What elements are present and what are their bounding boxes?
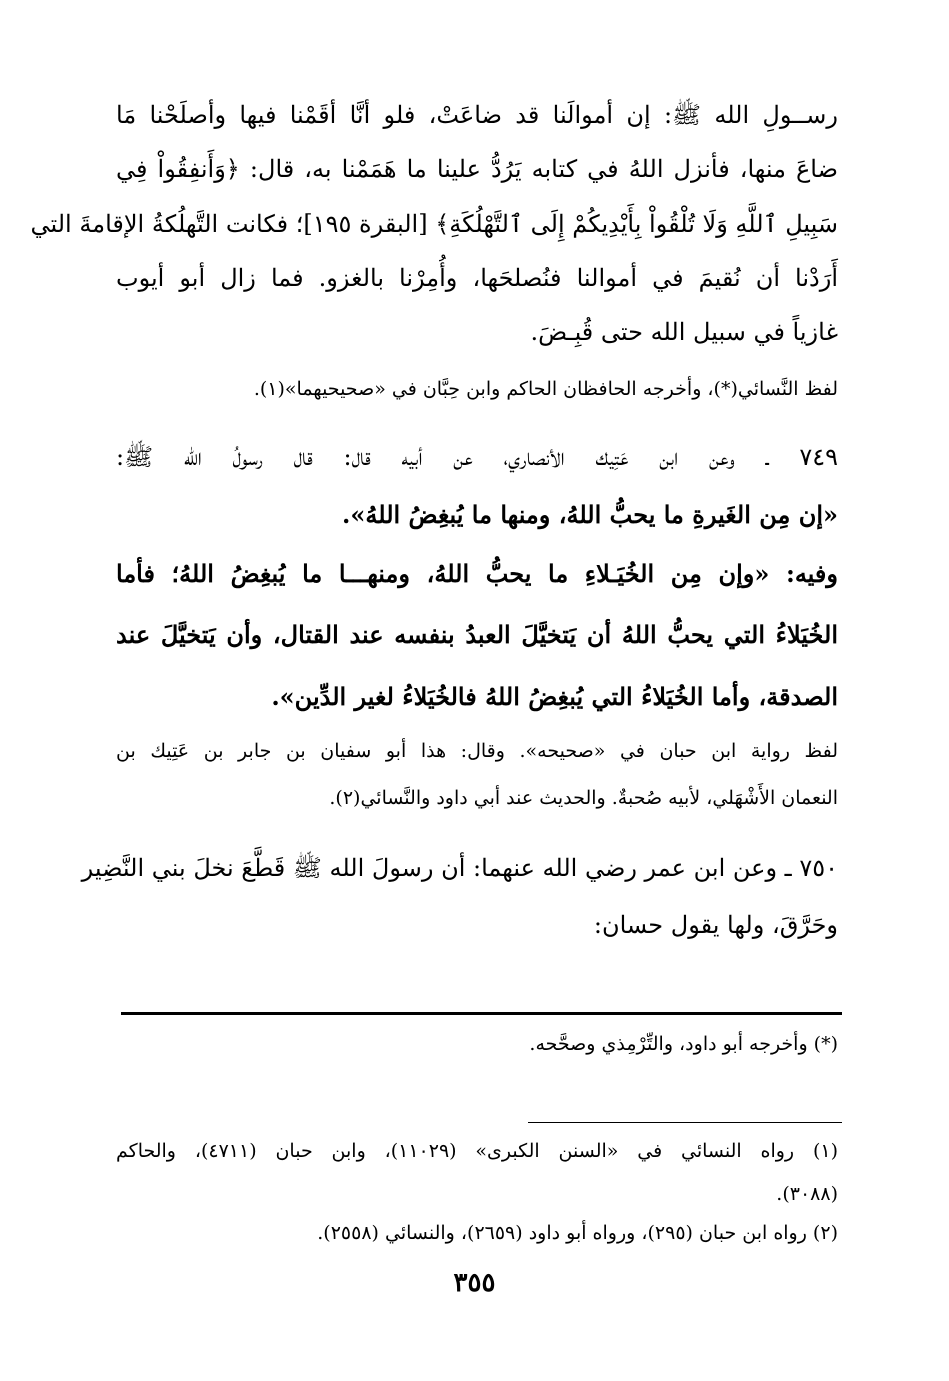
hadith-749-text: الخُيَلاءُ التي يحبُّ اللهُ أن يَتخيَّلَ العبدُ بنفسه عند القتال، وأن يَتخيَّلَ عند [116, 620, 838, 649]
footnote-divider [121, 1012, 842, 1015]
source-note: النعمان الأَشْهَلي، لأبيه صُحبةٌ. والحديث عند أبي داود والنَّسائي(٢). [329, 787, 838, 809]
footnote: (٢) رواه ابن حبان (٢٩٥)، ورواه أبو داود (٢٦٥٩)، والنسائي (٢٥٥٨). [317, 1222, 838, 1244]
hadith-749-text: وفيه: «وإن مِن الخُيَـلاءِ ما يحبُّ اللهُ، ومنهـــا ما يُبغِضُ اللهُ؛ فأما [116, 559, 838, 588]
hadith-749-text: «إن مِن الغَيرةِ ما يحبُّ اللهُ، ومنها ما يُبغِضُ اللهُ». [342, 500, 838, 529]
paragraph-line: سَبِيلِ ٱللَّهِ وَلَا تُلْقُواْ بِأَيْدِيكُمْ إِلَى ٱلتَّهْلُكَةِ﴾ [البقرة ١٩٥]؛ فكانت التَّهلُكةُ الإقامةَ التي [30, 210, 838, 238]
hadith-750-heading: ٧٥٠ ـ وعن ابن عمر رضي الله عنهما: أن رسولَ الله ﷺ قَطَّعَ نخلَ بني النَّضِير [81, 854, 838, 882]
footnote: (٣٠٨٨). [776, 1183, 838, 1205]
star-footnote: (*) وأخرجه أبو داود، والتِّرْمِذي وصحَّحه. [529, 1033, 838, 1055]
footnote-divider-short [528, 1122, 842, 1123]
paragraph-line: رســولِ الله ﷺ: إن أموالَنا قد ضاعَتْ، فلو أنَّا أقَمْنا فيها وأصلَحْنا مَا [116, 101, 838, 129]
source-note: لفظ النَّسائي(*)، وأخرجه الحافظان الحاكم وابن حِبَّان في «صحيحيهما»(١). [253, 378, 838, 400]
page-number: ٣٥٥ [453, 1268, 496, 1298]
hadith-750-text: وحَرَّقَ، ولها يقول حسان: [593, 911, 838, 939]
paragraph-line: غازياً في سبيل الله حتى قُبِـضَ. [530, 318, 838, 346]
footnote: (١) رواه النسائي في «السنن الكبرى» (١١٠٢٩)، وابن حبان (٤٧١١)، والحاكم [116, 1140, 838, 1162]
hadith-749-text: الصدقة، وأما الخُيَلاءُ التي يُبغِضُ اللهُ فالخُيَلاءُ لغير الدِّين». [271, 682, 838, 711]
hadith-749-heading: ٧٤٩ ـ وعن ابن عَتِيك الأنصاري، عن أبيه قال: قال رسولُ الله ﷺ: [116, 443, 838, 471]
paragraph-line: ضاعَ منها، فأنزل اللهُ في كتابه يَرُدُّ علينا ما هَمَمْنا به، قال: ﴿وَأَنفِقُواْ فِي [116, 155, 838, 183]
source-note: لفظ رواية ابن حبان في «صحيحه». وقال: هذا أبو سفيان بن جابر بن عَتِيك بن [116, 740, 838, 762]
paragraph-line: أَرَدْنا أن نُقيمَ في أموالنا فنُصلحَها، وأُمِرْنا بالغزو. فما زال أبو أيوب [116, 264, 838, 292]
